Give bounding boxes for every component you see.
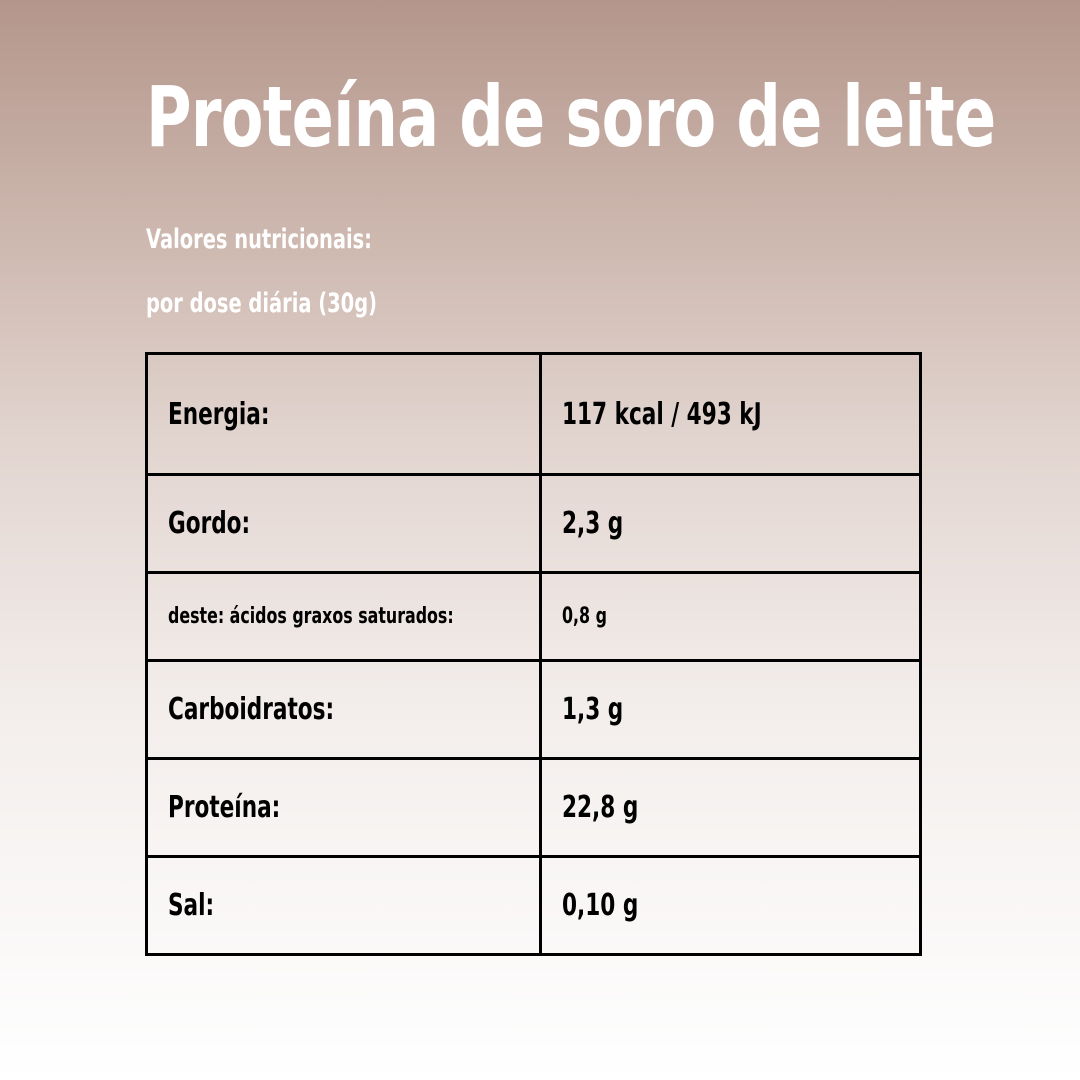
value-cell [541, 573, 921, 661]
row-label: Gordo: [168, 506, 251, 541]
value-cell [541, 759, 921, 857]
row-label: Carboidratos: [168, 692, 335, 727]
table-row-protein [147, 759, 921, 857]
value-cell [541, 661, 921, 759]
label-cell [147, 759, 541, 857]
label-cell [147, 573, 541, 661]
row-value: 0,10 g [562, 888, 639, 923]
value-cell [541, 475, 921, 573]
value-cell [541, 354, 921, 475]
nutrition-values-heading: Valores nutricionais: [146, 224, 372, 255]
row-label: deste: ácidos graxos saturados: [168, 604, 454, 629]
table-row-energy [147, 354, 921, 475]
label-cell [147, 475, 541, 573]
table-row-salt [147, 857, 921, 955]
row-value: 1,3 g [562, 692, 624, 727]
page-title: Proteína de soro de leite [146, 68, 996, 166]
label-cell [147, 354, 541, 475]
row-label: Energia: [168, 396, 270, 432]
label-cell [147, 661, 541, 759]
label-cell [147, 857, 541, 955]
row-label: Sal: [168, 888, 215, 923]
table-row-saturated-fat [147, 573, 921, 661]
value-cell [541, 857, 921, 955]
nutrition-table [145, 352, 922, 956]
daily-dose-subheading: por dose diária (30g) [146, 288, 377, 319]
table-row-fat [147, 475, 921, 573]
table-row-carbohydrates [147, 661, 921, 759]
row-value: 117 kcal / 493 kJ [562, 396, 762, 432]
row-value: 2,3 g [562, 506, 624, 541]
row-label: Proteína: [168, 790, 281, 825]
row-value: 0,8 g [562, 604, 607, 629]
row-value: 22,8 g [562, 790, 639, 825]
